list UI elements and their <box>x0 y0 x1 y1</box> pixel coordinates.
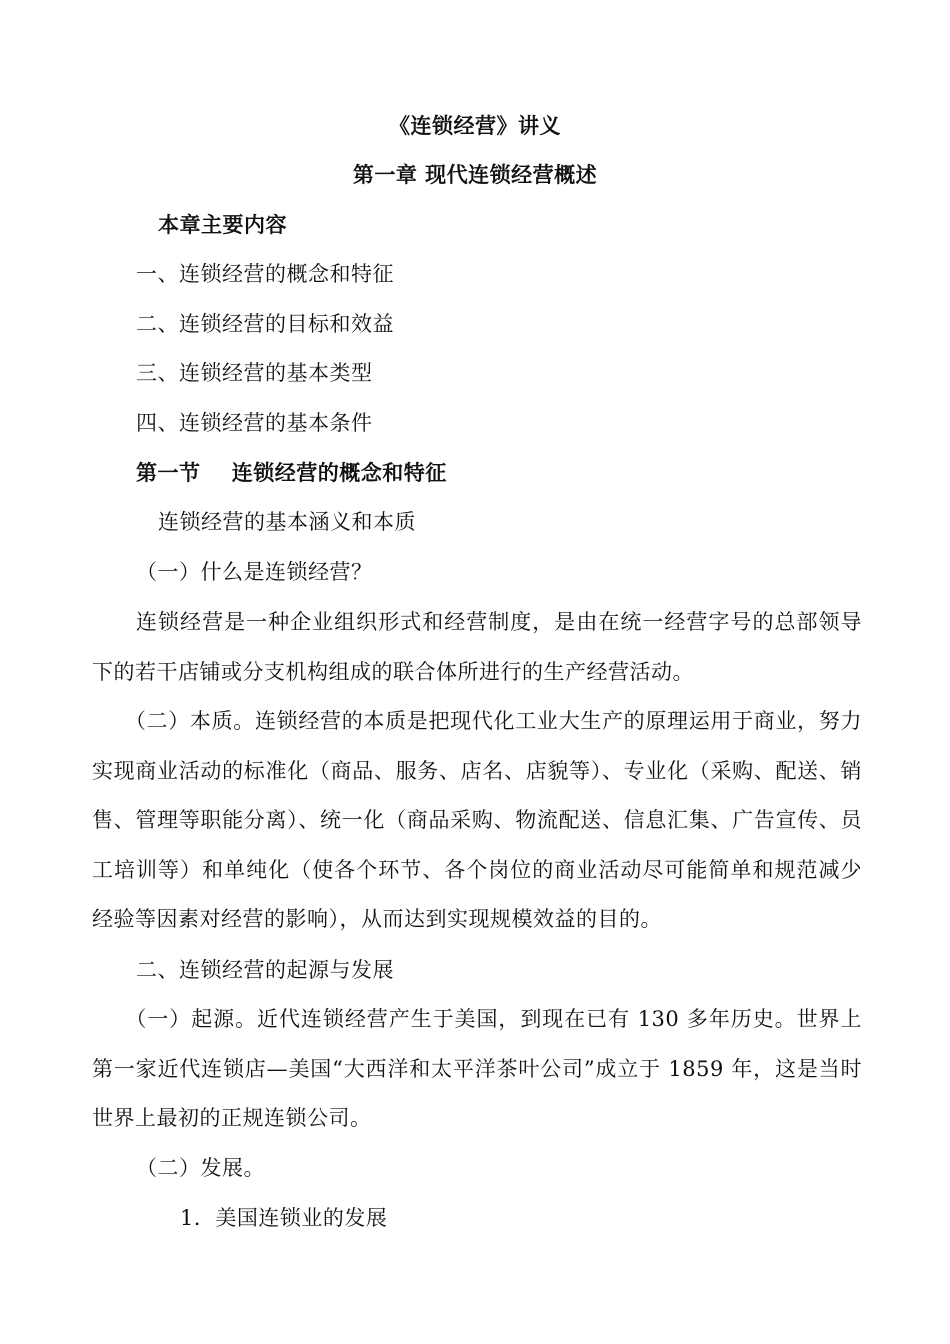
toc-item-4: 四、连锁经营的基本条件 <box>136 411 373 435</box>
toc-item-1: 一、连锁经营的概念和特征 <box>136 262 394 286</box>
main-contents-heading: 本章主要内容 <box>158 212 287 237</box>
paragraph-origin: （一）起源。近代连锁经营产生于美国，到现在已有 130 多年历史。世界上第一家近代连锁店—美国“大西洋和太平洋茶叶公司”成立于 1859 年，这是当时世界上最初的正规连锁公司。 <box>92 1007 862 1130</box>
paragraph-essence: （二）本质。连锁经营的本质是把现代化工业大生产的原理运用于商业，努力实现商业活动的标准化（商品、服务、店名、店貌等）、专业化（采购、配送、销售、管理等职能分离）、统一化（商品采购、物流配送、信息汇集、广告宣传、员工培训等）和单纯化（使各个环节、各个岗位的商业活动尽可能简单和规范减少经验等因素对经营的影响），从而达到实现规模效益的目的。 <box>92 709 862 931</box>
toc-item-3: 三、连锁经营的基本类型 <box>136 361 373 385</box>
chapter-title: 第一章 现代连锁经营概述 <box>352 162 598 187</box>
paragraph-definition: 连锁经营是一种企业组织形式和经营制度，是由在统一经营字号的总部领导下的若干店铺或分支机构组成的联合体所进行的生产经营活动。 <box>92 610 862 684</box>
subheading-basic-meaning: 连锁经营的基本涵义和本质 <box>158 510 416 534</box>
heading-us-chain-development: 1．美国连锁业的发展 <box>180 1206 388 1230</box>
heading-origin-development: 二、连锁经营的起源与发展 <box>136 958 394 982</box>
toc-item-2: 二、连锁经营的目标和效益 <box>136 312 394 336</box>
heading-development: （二）发展。 <box>136 1156 265 1180</box>
document-title: 《连锁经营》讲义 <box>389 113 561 138</box>
section1-heading: 第一节 连锁经营的概念和特征 <box>136 460 447 485</box>
question-what-is-chain: （一）什么是连锁经营？ <box>136 560 373 584</box>
